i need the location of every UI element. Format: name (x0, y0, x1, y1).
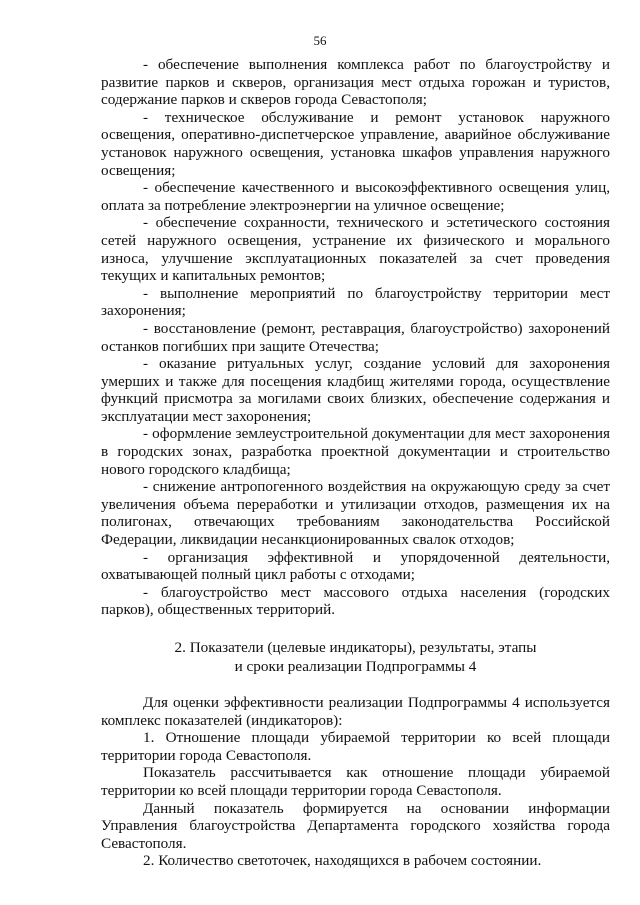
list-item: - обеспечение сохранности, технического и эстетического состояния сетей наружного освещения, устранение их физического и морального износа, улучшение эксплуатационных показателей за счет проведения текущих и капитальных ремонтов; (101, 214, 610, 285)
paragraph: Данный показатель формируется на основании информации Управления благоустройства Департамента городского хозяйства города Севастополя. (101, 799, 610, 852)
section-heading-line-1: 2. Показатели (целевые индикаторы), результаты, этапы (174, 639, 537, 656)
list-item: - оформление землеустроительной документации для мест захоронения в городских зонах, разработка проектной документации и строительство нового городского кладбища; (101, 425, 610, 478)
section-content (101, 694, 610, 870)
list-item: - благоустройство мест массового отдыха населения (городских парков), общественных территорий. (101, 583, 610, 619)
paragraph: 2. Количество светоточек, находящихся в рабочем состоянии. (143, 852, 542, 870)
section-heading (101, 638, 610, 676)
list-item: - обеспечение выполнения комплекса работ по благоустройству и развитие парков и скверов, организация мест отдыха горожан и туристов, содержание парков и скверов города Севастополя; (101, 56, 610, 109)
paragraph: Для оценки эффективности реализации Подпрограммы 4 используется комплекс показателей (индикаторов): (101, 694, 610, 729)
list-item: - снижение антропогенного воздействия на окружающую среду за счет увеличения объема переработки и утилизации отходов, размещения их на полигонах, отвечающих требованиям законодательства Российской Федерации, ликвидации несанкционированных свалок отходов; (101, 478, 610, 549)
list-item: - обеспечение качественного и высокоэффективного освещения улиц, оплата за потребление электроэнергии на уличное освещение; (101, 179, 610, 214)
list-item: - оказание ритуальных услуг, создание условий для захоронения умерших и также для посещения кладбищ жителями города, осуществление функций присмотра за могилами своих близких, обеспечение содержания и эксплуатации мест захоронения; (101, 355, 610, 425)
list-item: - восстановление (ремонт, реставрация, благоустройство) захоронений останков погибших при защите Отечества; (101, 319, 610, 355)
paragraph: 1. Отношение площади убираемой территории ко всей площади территории города Севастополя. (101, 729, 610, 764)
paragraph: Показатель рассчитывается как отношение площади убираемой территории ко всей площади территории города Севастополя. (101, 764, 610, 799)
document-body (101, 56, 610, 870)
list-item: - выполнение мероприятий по благоустройству территории мест захоронения; (101, 284, 610, 320)
section-heading-line-2: и сроки реализации Подпрограммы 4 (234, 658, 477, 675)
task-list (101, 56, 610, 619)
list-item: - техническое обслуживание и ремонт установок наружного освещения, оперативно-диспетчерское управление, аварийное обслуживание установок наружного освещения, установка шкафов управления наружного освещения; (101, 108, 610, 179)
page-number: 56 (313, 33, 327, 48)
list-item: - организация эффективной и упорядоченной деятельности, охватывающей полный цикл работы с отходами; (101, 548, 610, 584)
